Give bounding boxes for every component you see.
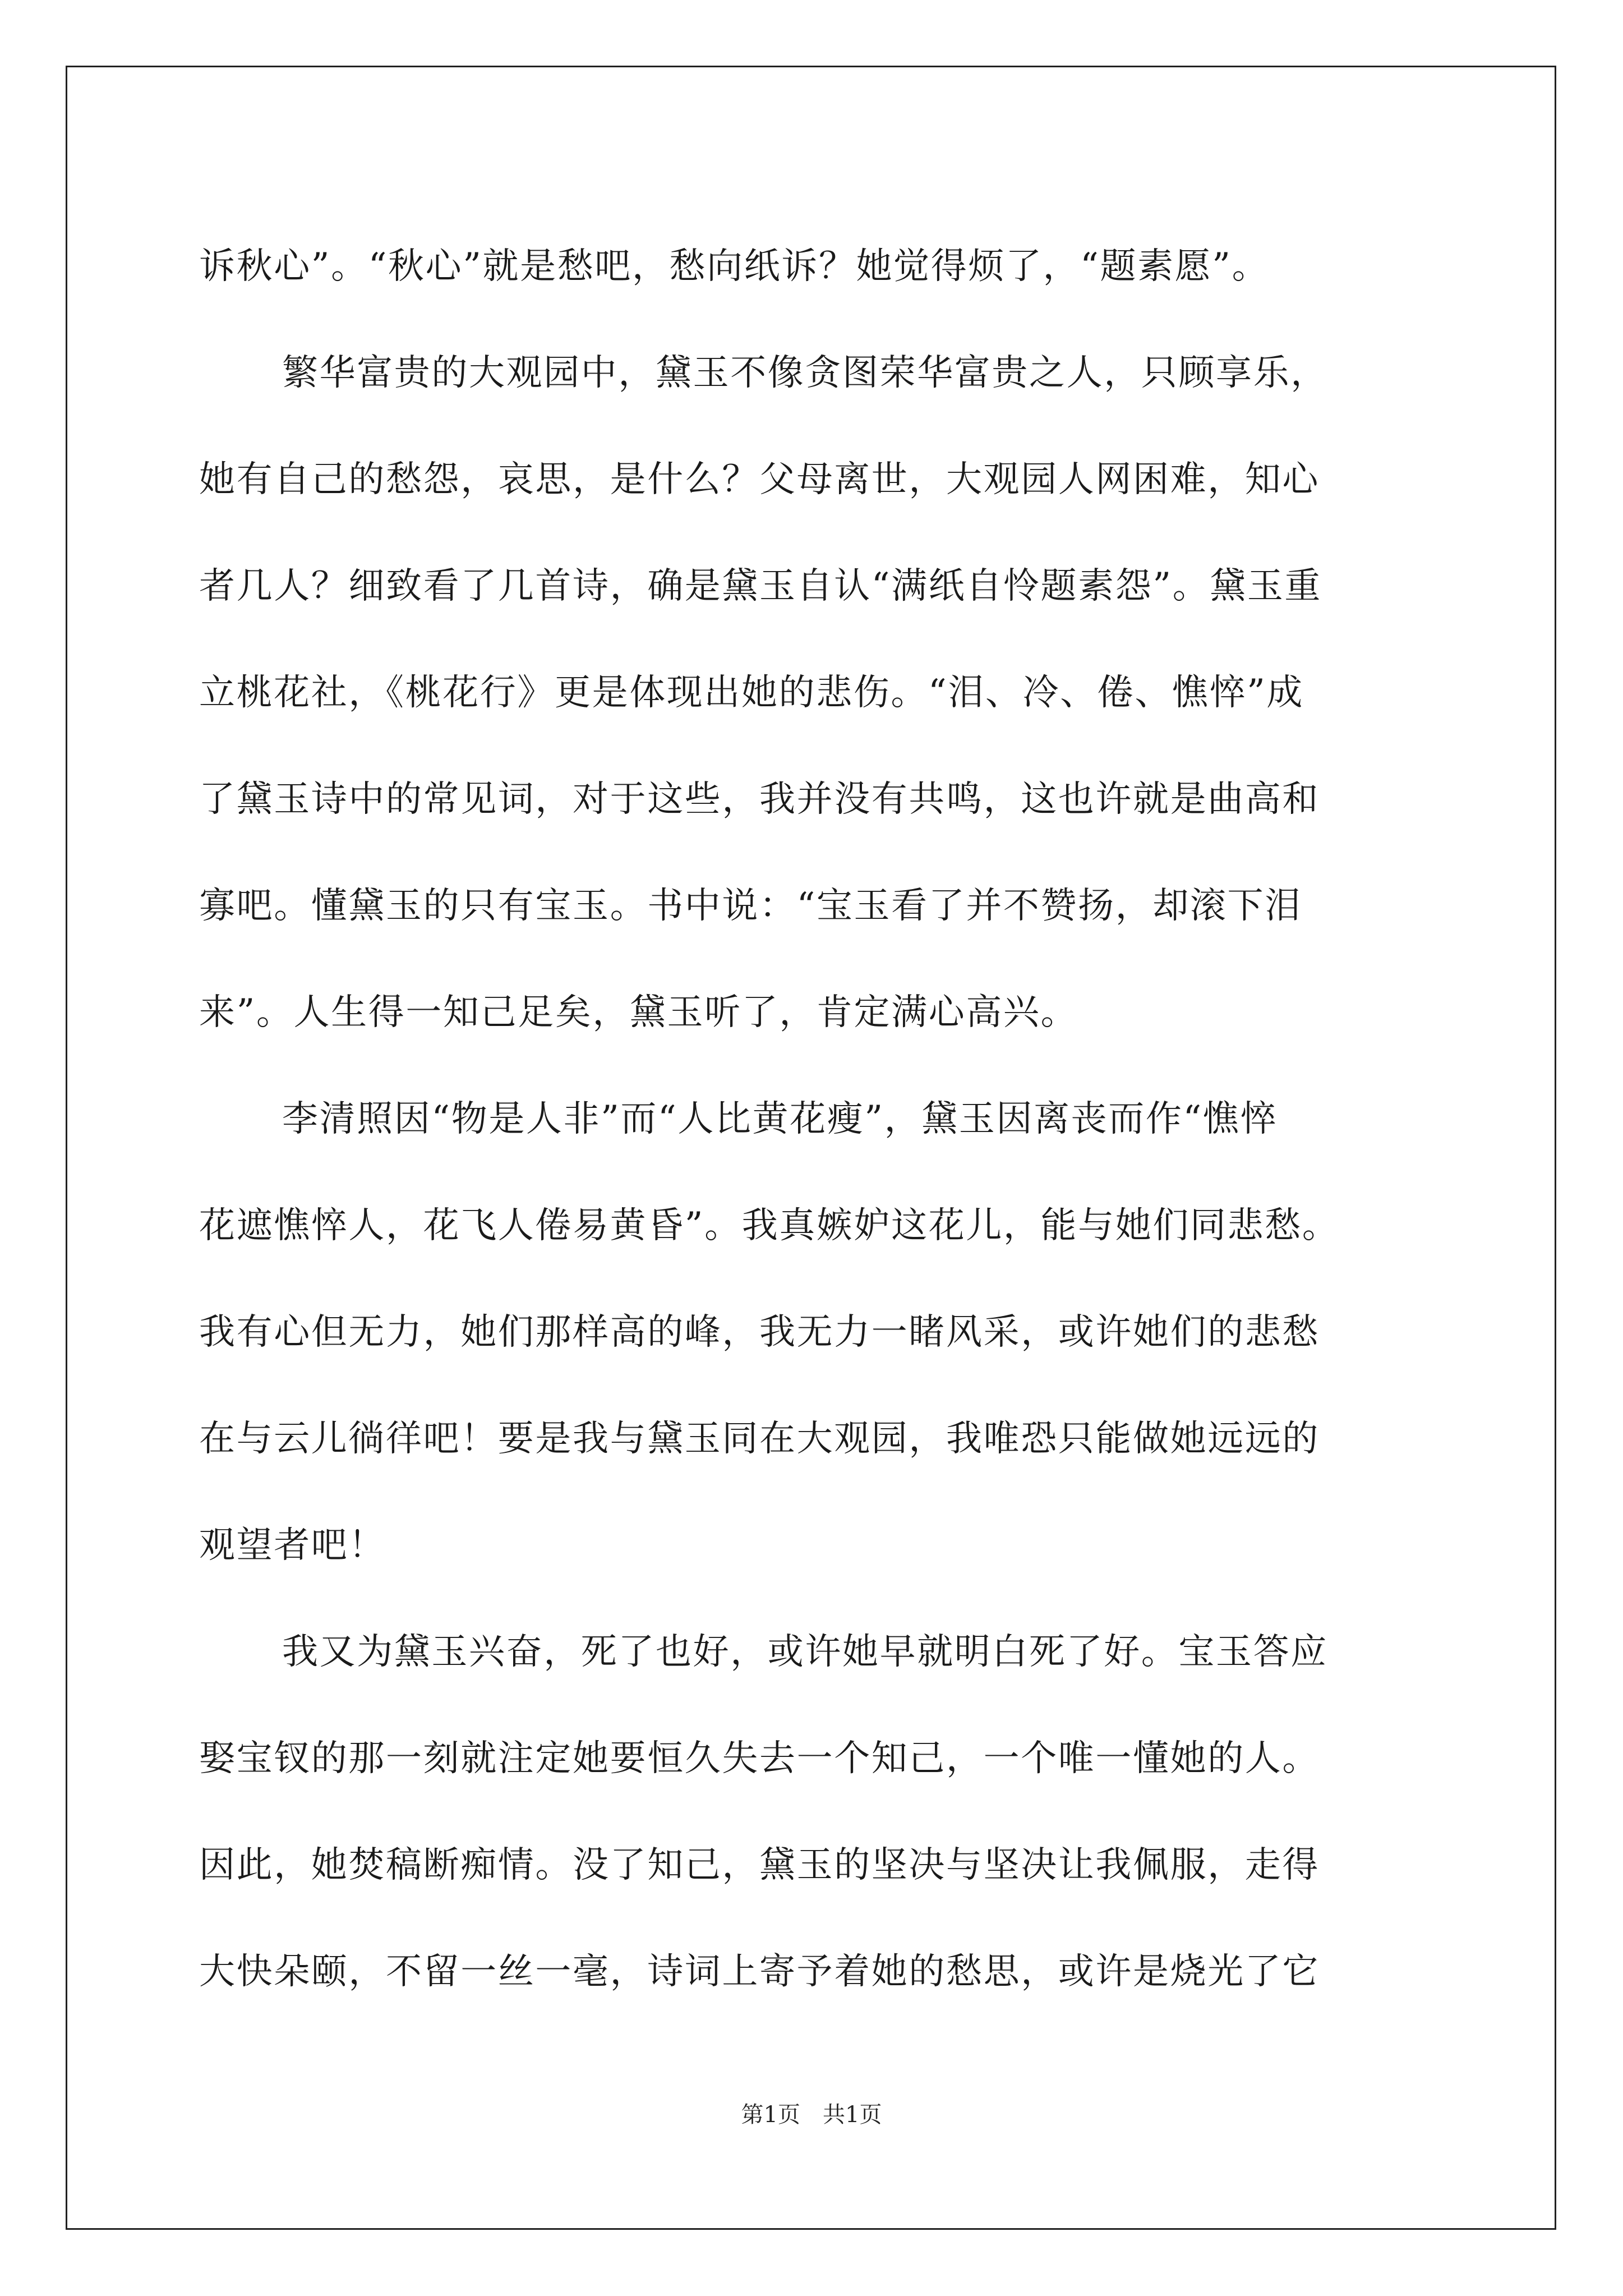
text-line: 大快朵颐，不留一丝一毫，诗词上寄予着她的愁思，或许是烧光了它: [199, 1951, 1320, 1993]
text-line: 繁华富贵的大观园中，黛玉不像贪图荣华富贵之人，只顾享乐，: [282, 352, 1328, 394]
text-line: 我又为黛玉兴奋，死了也好，或许她早就明白死了好。宝玉答应: [282, 1631, 1328, 1673]
text-line: 寡吧。懂黛玉的只有宝玉。书中说：“宝玉看了并不赞扬，却滚下泪: [199, 885, 1302, 927]
document-body: [199, 213, 1455, 2025]
text-line: 我有心但无力，她们那样高的峰，我无力一睹风采，或许她们的悲愁: [199, 1312, 1320, 1353]
text-line: 者几人？细致看了几首诗，确是黛玉自认“满纸自怜题素怨”。黛玉重: [199, 565, 1322, 607]
text-line: 了黛玉诗中的常见词，对于这些，我并没有共鸣，这也许就是曲高和: [199, 779, 1320, 820]
text-line: 诉秋心”。“秋心”就是愁吧，愁向纸诉？她觉得烦了，“题素愿”。: [199, 246, 1270, 287]
text-line: 因此，她焚稿断痴情。没了知己，黛玉的坚决与坚决让我佩服，走得: [199, 1844, 1320, 1886]
text-line: 花遮憔悴人，花飞人倦易黄昏”。我真嫉妒这花儿，能与她们同悲愁。: [199, 1205, 1340, 1246]
text-line: 来”。人生得一知己足矣，黛玉听了，肯定满心高兴。: [199, 992, 1078, 1033]
text-line: 娶宝钗的那一刻就注定她要恒久失去一个知己，一个唯一懂她的人。: [199, 1738, 1320, 1779]
text-line: 李清照因“物是人非”而“人比黄花瘦”，黛玉因离丧而作“憔悴: [282, 1098, 1278, 1140]
text-line: 在与云儿徜徉吧！要是我与黛玉同在大观园，我唯恐只能做她远远的: [199, 1418, 1320, 1460]
text-line: 她有自己的愁怨，哀思，是什么？父母离世，大观园人网困难，知心: [199, 459, 1320, 500]
page-number-footer: 第1页 共1页: [741, 2102, 882, 2128]
text-line: 观望者吧！: [199, 1525, 386, 1566]
text-line: 立桃花社，《桃花行》更是体现出她的悲伤。“泪、冷、倦、憔悴”成: [199, 672, 1304, 714]
